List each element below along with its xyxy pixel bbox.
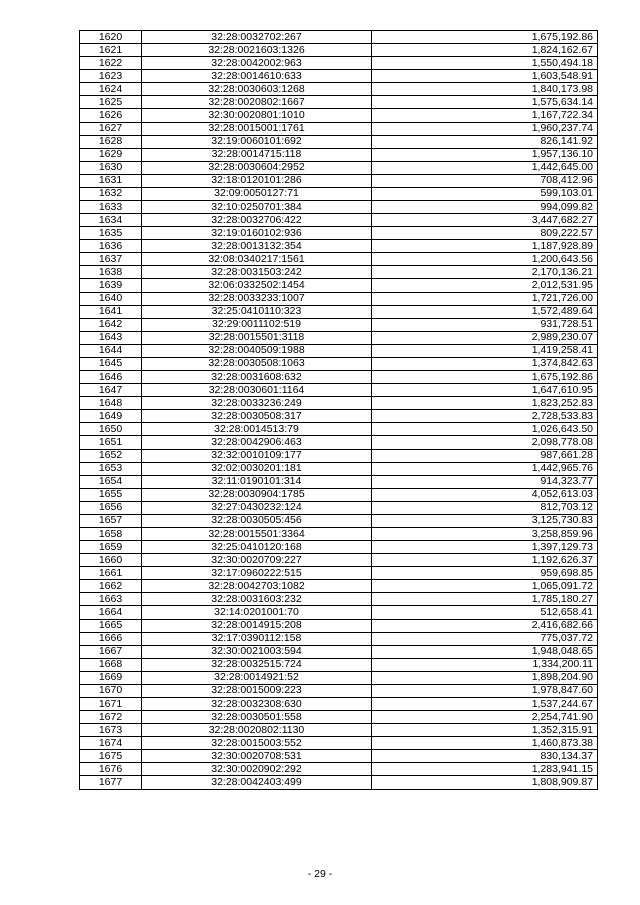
value-cell: 809,222.57: [372, 227, 598, 240]
value-cell: 1,334,200.11: [372, 658, 598, 671]
row-number-cell: 1648: [80, 397, 142, 410]
row-number-cell: 1667: [80, 645, 142, 658]
row-number-cell: 1660: [80, 554, 142, 567]
page-number: - 29 -: [307, 868, 333, 880]
value-cell: 1,978,847.60: [372, 684, 598, 697]
row-number-cell: 1664: [80, 606, 142, 619]
value-cell: 1,352,315.91: [372, 724, 598, 737]
row-number-cell: 1621: [80, 44, 142, 57]
table-row: [80, 593, 598, 606]
table-row: [80, 501, 598, 514]
row-number-cell: 1630: [80, 161, 142, 174]
value-cell: 959,698.85: [372, 567, 598, 580]
cadastral-number-cell: 32:28:0031603:232: [142, 593, 372, 606]
table-row: [80, 31, 598, 44]
value-cell: 830,134.37: [372, 750, 598, 763]
row-number-cell: 1623: [80, 70, 142, 83]
value-cell: 2,098,778.08: [372, 436, 598, 449]
value-cell: 1,192,626.37: [372, 554, 598, 567]
cadastral-number-cell: 32:28:0033236:249: [142, 397, 372, 410]
cadastral-number-cell: 32:28:0014715:118: [142, 148, 372, 161]
table-row: [80, 161, 598, 174]
value-cell: 1,721,726.00: [372, 292, 598, 305]
table-row: [80, 436, 598, 449]
cadastral-number-cell: 32:28:0030508:317: [142, 410, 372, 423]
cadastral-number-cell: 32:28:0015001:1761: [142, 122, 372, 135]
table-row: [80, 567, 598, 580]
row-number-cell: 1652: [80, 449, 142, 462]
value-cell: 2,254,741.90: [372, 711, 598, 724]
cadastral-number-cell: 32:28:0031503:242: [142, 266, 372, 279]
cadastral-number-cell: 32:28:0031608:632: [142, 371, 372, 384]
cadastral-number-cell: 32:28:0030508:1063: [142, 357, 372, 370]
value-cell: 1,065,091.72: [372, 580, 598, 593]
cadastral-number-cell: 32:28:0014915:208: [142, 619, 372, 632]
row-number-cell: 1658: [80, 527, 142, 540]
row-number-cell: 1643: [80, 331, 142, 344]
table-row: [80, 292, 598, 305]
table-row: [80, 96, 598, 109]
cadastral-number-cell: 32:08:0340217:1561: [142, 253, 372, 266]
row-number-cell: 1640: [80, 292, 142, 305]
row-number-cell: 1662: [80, 580, 142, 593]
row-number-cell: 1663: [80, 593, 142, 606]
cadastral-number-cell: 32:29:0011102:519: [142, 318, 372, 331]
table-row: [80, 135, 598, 148]
cadastral-number-cell: 32:30:0020709:227: [142, 554, 372, 567]
cadastral-number-cell: 32:28:0042002:963: [142, 57, 372, 70]
table-row: [80, 57, 598, 70]
cadastral-number-cell: 32:28:0033233:1007: [142, 292, 372, 305]
row-number-cell: 1622: [80, 57, 142, 70]
row-number-cell: 1651: [80, 436, 142, 449]
value-cell: 931,728.51: [372, 318, 598, 331]
value-cell: 1,283,941.15: [372, 763, 598, 776]
table-row: [80, 724, 598, 737]
table-row: [80, 527, 598, 540]
value-cell: 3,258,859.96: [372, 527, 598, 540]
value-cell: 1,442,965.76: [372, 462, 598, 475]
table-row: [80, 253, 598, 266]
cadastral-number-cell: 32:28:0030505:456: [142, 514, 372, 527]
cadastral-number-cell: 32:28:0020802:1130: [142, 724, 372, 737]
cadastral-number-cell: 32:30:0020902:292: [142, 763, 372, 776]
cadastral-number-cell: 32:28:0013132:354: [142, 240, 372, 253]
cadastral-number-cell: 32:28:0015003:552: [142, 737, 372, 750]
value-cell: 1,167,722.34: [372, 109, 598, 122]
value-cell: 599,103.01: [372, 187, 598, 200]
row-number-cell: 1634: [80, 214, 142, 227]
table-row: [80, 344, 598, 357]
row-number-cell: 1639: [80, 279, 142, 292]
value-cell: 1,823,252.83: [372, 397, 598, 410]
cadastral-number-cell: 32:28:0030904:1785: [142, 488, 372, 501]
row-number-cell: 1671: [80, 697, 142, 710]
cadastral-number-cell: 32:28:0030501:558: [142, 711, 372, 724]
cadastral-number-cell: 32:06:0332502:1454: [142, 279, 372, 292]
row-number-cell: 1659: [80, 541, 142, 554]
row-number-cell: 1636: [80, 240, 142, 253]
table-row: [80, 632, 598, 645]
cadastral-number-cell: 32:28:0042906:463: [142, 436, 372, 449]
value-cell: 1,572,489.64: [372, 305, 598, 318]
table-row: [80, 580, 598, 593]
value-cell: 1,675,192.86: [372, 31, 598, 44]
cadastral-number-cell: 32:25:0410120:168: [142, 541, 372, 554]
value-cell: 994,099.82: [372, 201, 598, 214]
row-number-cell: 1644: [80, 344, 142, 357]
row-number-cell: 1656: [80, 501, 142, 514]
cadastral-number-cell: 32:19:0160102:936: [142, 227, 372, 240]
value-cell: 1,026,643.50: [372, 423, 598, 436]
table-body: [80, 31, 598, 790]
row-number-cell: 1638: [80, 266, 142, 279]
table-row: [80, 109, 598, 122]
cadastral-number-cell: 32:10:0250701:384: [142, 201, 372, 214]
value-cell: 2,416,682.66: [372, 619, 598, 632]
value-cell: 512,658.41: [372, 606, 598, 619]
table-row: [80, 462, 598, 475]
row-number-cell: 1633: [80, 201, 142, 214]
row-number-cell: 1641: [80, 305, 142, 318]
cadastral-number-cell: 32:28:0030603:1268: [142, 83, 372, 96]
row-number-cell: 1649: [80, 410, 142, 423]
table-row: [80, 619, 598, 632]
table-row: [80, 684, 598, 697]
table-row: [80, 711, 598, 724]
cadastral-number-cell: 32:27:0430232:124: [142, 501, 372, 514]
table-row: [80, 449, 598, 462]
table-row: [80, 750, 598, 763]
table-row: [80, 384, 598, 397]
table-row: [80, 227, 598, 240]
row-number-cell: 1668: [80, 658, 142, 671]
row-number-cell: 1629: [80, 148, 142, 161]
table-row: [80, 148, 598, 161]
row-number-cell: 1655: [80, 488, 142, 501]
value-cell: 987,661.28: [372, 449, 598, 462]
value-cell: 2,012,531.95: [372, 279, 598, 292]
row-number-cell: 1620: [80, 31, 142, 44]
table-row: [80, 554, 598, 567]
table-row: [80, 331, 598, 344]
cadastral-number-cell: 32:28:0014921:52: [142, 671, 372, 684]
table-row: [80, 44, 598, 57]
row-number-cell: 1675: [80, 750, 142, 763]
row-number-cell: 1670: [80, 684, 142, 697]
row-number-cell: 1672: [80, 711, 142, 724]
table-row: [80, 697, 598, 710]
cadastral-number-cell: 32:28:0021603:1326: [142, 44, 372, 57]
row-number-cell: 1654: [80, 475, 142, 488]
table-row: [80, 776, 598, 789]
row-number-cell: 1642: [80, 318, 142, 331]
cadastral-number-cell: 32:17:0390112:158: [142, 632, 372, 645]
value-cell: 4,052,613.03: [372, 488, 598, 501]
row-number-cell: 1673: [80, 724, 142, 737]
row-number-cell: 1661: [80, 567, 142, 580]
row-number-cell: 1645: [80, 357, 142, 370]
value-cell: 1,200,643.56: [372, 253, 598, 266]
table-row: [80, 187, 598, 200]
cadastral-number-cell: 32:11:0190101:314: [142, 475, 372, 488]
table-row: [80, 214, 598, 227]
table-row: [80, 70, 598, 83]
cadastral-number-cell: 32:28:0040509:1988: [142, 344, 372, 357]
row-number-cell: 1631: [80, 174, 142, 187]
table-row: [80, 645, 598, 658]
value-cell: 1,898,204.90: [372, 671, 598, 684]
cadastral-number-cell: 32:28:0015501:3118: [142, 331, 372, 344]
table-row: [80, 763, 598, 776]
cadastral-number-cell: 32:28:0014513:79: [142, 423, 372, 436]
cadastral-number-cell: 32:25:0410110:323: [142, 305, 372, 318]
value-cell: 1,550,494.18: [372, 57, 598, 70]
table-row: [80, 541, 598, 554]
value-cell: 1,785,180.27: [372, 593, 598, 606]
table-row: [80, 737, 598, 750]
cadastral-number-cell: 32:09:0050127:71: [142, 187, 372, 200]
cadastral-number-cell: 32:30:0020801:1010: [142, 109, 372, 122]
cadastral-number-cell: 32:28:0032702:267: [142, 31, 372, 44]
value-cell: 1,808,909.87: [372, 776, 598, 789]
row-number-cell: 1646: [80, 371, 142, 384]
table-row: [80, 240, 598, 253]
value-cell: 2,728,533.83: [372, 410, 598, 423]
table-row: [80, 318, 598, 331]
table-row: [80, 397, 598, 410]
table-row: [80, 279, 598, 292]
cadastral-number-cell: 32:28:0015501:3364: [142, 527, 372, 540]
value-cell: 826,141.92: [372, 135, 598, 148]
value-cell: 1,957,136.10: [372, 148, 598, 161]
value-cell: 1,374,842.63: [372, 357, 598, 370]
table-row: [80, 410, 598, 423]
cadastral-number-cell: 32:28:0032308:630: [142, 697, 372, 710]
table-row: [80, 488, 598, 501]
value-cell: 1,824,162.67: [372, 44, 598, 57]
row-number-cell: 1674: [80, 737, 142, 750]
cadastral-number-cell: 32:28:0042703:1082: [142, 580, 372, 593]
value-cell: 775,037.72: [372, 632, 598, 645]
row-number-cell: 1637: [80, 253, 142, 266]
table-row: [80, 305, 598, 318]
value-cell: 1,537,244.67: [372, 697, 598, 710]
row-number-cell: 1628: [80, 135, 142, 148]
value-cell: 1,460,873.38: [372, 737, 598, 750]
row-number-cell: 1624: [80, 83, 142, 96]
value-cell: 1,419,258.41: [372, 344, 598, 357]
row-number-cell: 1647: [80, 384, 142, 397]
table-row: [80, 201, 598, 214]
cadastral-number-cell: 32:14:0201001:70: [142, 606, 372, 619]
table-row: [80, 606, 598, 619]
row-number-cell: 1627: [80, 122, 142, 135]
table-row: [80, 174, 598, 187]
cadastral-number-cell: 32:28:0032515:724: [142, 658, 372, 671]
cadastral-number-cell: 32:18:0120101:286: [142, 174, 372, 187]
cadastral-number-cell: 32:28:0020802:1667: [142, 96, 372, 109]
row-number-cell: 1625: [80, 96, 142, 109]
cadastral-number-cell: 32:32:0010109:177: [142, 449, 372, 462]
row-number-cell: 1650: [80, 423, 142, 436]
value-cell: 1,442,645.00: [372, 161, 598, 174]
table-row: [80, 371, 598, 384]
row-number-cell: 1665: [80, 619, 142, 632]
cadastral-number-cell: 32:28:0014610:633: [142, 70, 372, 83]
table-row: [80, 671, 598, 684]
row-number-cell: 1653: [80, 462, 142, 475]
row-number-cell: 1632: [80, 187, 142, 200]
table-row: [80, 423, 598, 436]
value-cell: 1,187,928.89: [372, 240, 598, 253]
table-row: [80, 514, 598, 527]
row-number-cell: 1626: [80, 109, 142, 122]
cadastral-number-cell: 32:28:0042403:499: [142, 776, 372, 789]
value-cell: 1,840,173.98: [372, 83, 598, 96]
row-number-cell: 1676: [80, 763, 142, 776]
value-cell: 708,412.96: [372, 174, 598, 187]
cadastral-number-cell: 32:30:0021003:594: [142, 645, 372, 658]
cadastral-number-cell: 32:17:0960222:515: [142, 567, 372, 580]
table-row: [80, 122, 598, 135]
value-cell: 2,170,136.21: [372, 266, 598, 279]
cadastral-number-cell: 32:30:0020708:531: [142, 750, 372, 763]
value-cell: 3,447,682.27: [372, 214, 598, 227]
row-number-cell: 1666: [80, 632, 142, 645]
table-row: [80, 357, 598, 370]
value-cell: 1,575,634.14: [372, 96, 598, 109]
cadastral-number-cell: 32:28:0030604:2952: [142, 161, 372, 174]
table-row: [80, 83, 598, 96]
row-number-cell: 1657: [80, 514, 142, 527]
value-cell: 1,675,192.86: [372, 371, 598, 384]
cadastral-number-cell: 32:28:0030601:1164: [142, 384, 372, 397]
value-cell: 812,703.12: [372, 501, 598, 514]
table-row: [80, 658, 598, 671]
cadastral-number-cell: 32:02:0030201:181: [142, 462, 372, 475]
value-cell: 1,397,129.73: [372, 541, 598, 554]
row-number-cell: 1635: [80, 227, 142, 240]
table-row: [80, 266, 598, 279]
row-number-cell: 1677: [80, 776, 142, 789]
row-number-cell: 1669: [80, 671, 142, 684]
cadastral-value-table: [79, 30, 598, 790]
value-cell: 1,960,237.74: [372, 122, 598, 135]
value-cell: 3,125,730.83: [372, 514, 598, 527]
cadastral-number-cell: 32:28:0015009:223: [142, 684, 372, 697]
value-cell: 1,603,548.91: [372, 70, 598, 83]
table-row: [80, 475, 598, 488]
cadastral-number-cell: 32:28:0032706:422: [142, 214, 372, 227]
value-cell: 1,647,610.95: [372, 384, 598, 397]
value-cell: 914,323.77: [372, 475, 598, 488]
cadastral-number-cell: 32:19:0060101:692: [142, 135, 372, 148]
value-cell: 1,948,048.65: [372, 645, 598, 658]
value-cell: 2,989,230.07: [372, 331, 598, 344]
